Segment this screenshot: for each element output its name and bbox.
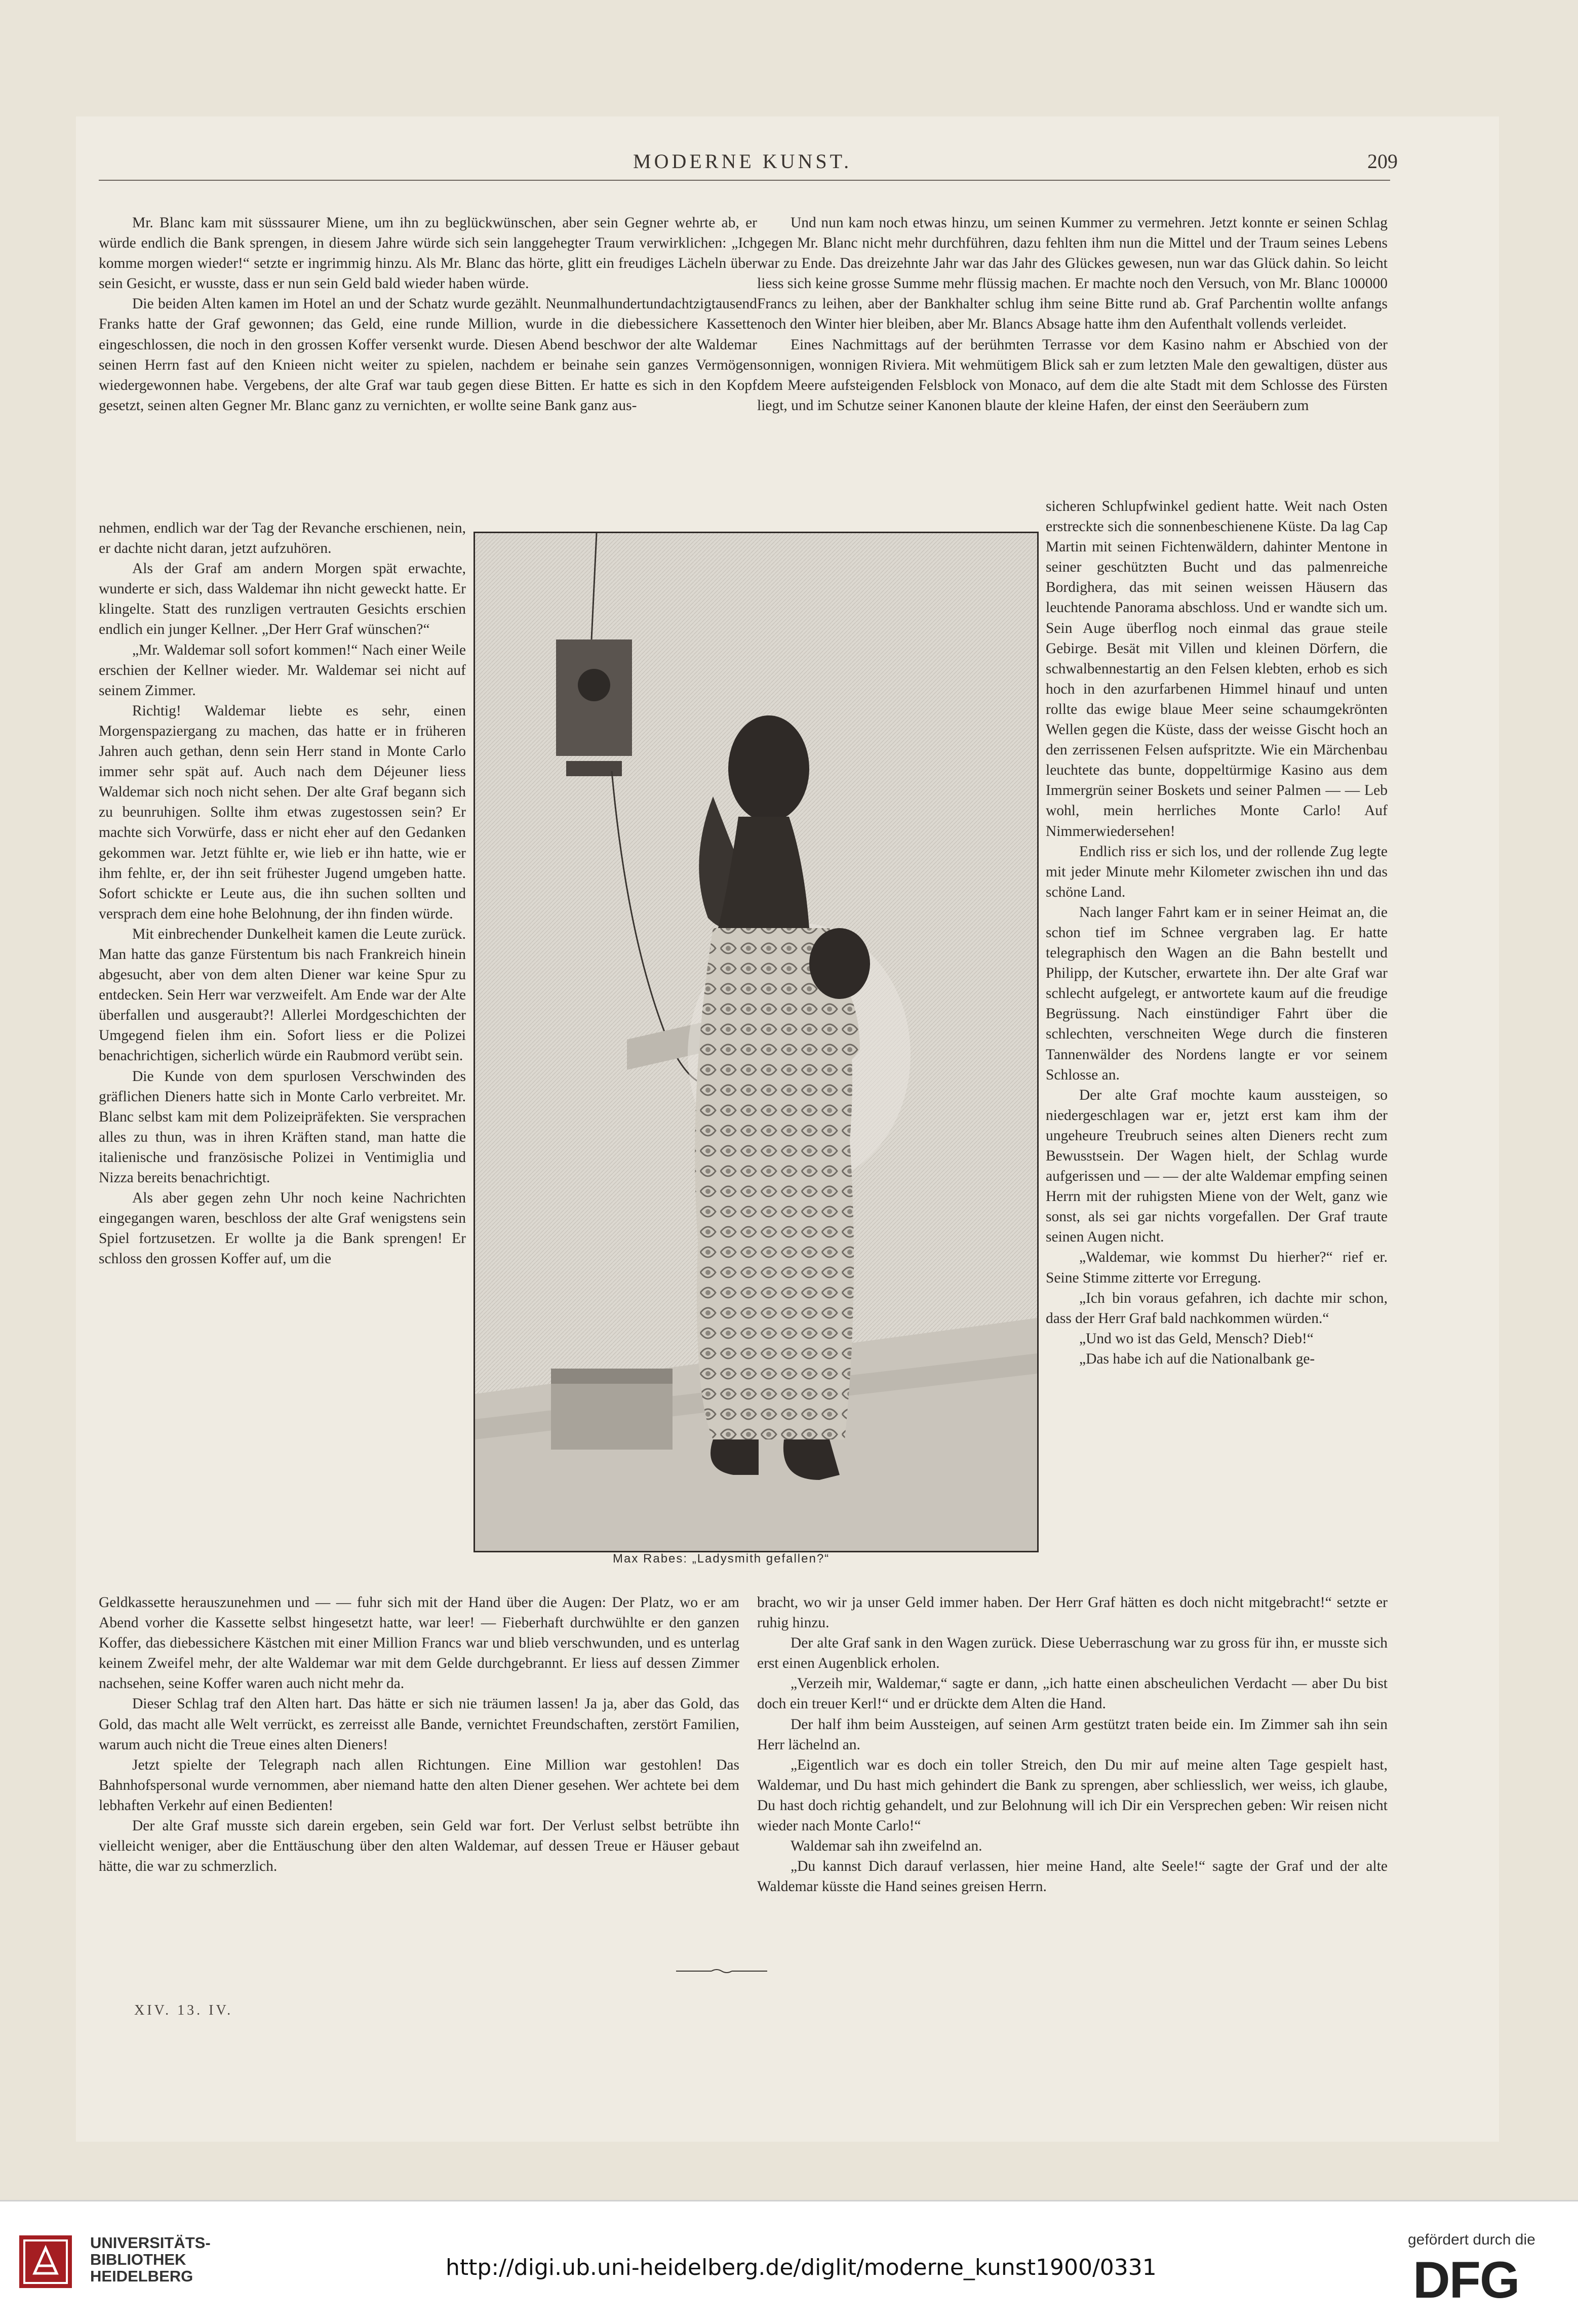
paragraph: Der half ihm beim Aussteigen, auf seinen Arm gestützt traten beide ein. Im Zimmer sah ihn sein Herr lächelnd an. [757,1716,1388,1753]
institution-line: HEIDELBERG [90,2267,193,2285]
paragraph: Nach langer Fahrt kam er in seiner Heimat an, die schon tief im Schnee vergraben lag. Er hatte telegraphisch den Wagen an die Bahn bestellt und Philipp, der Kutscher, erwartete ihn. Der alte Graf war schlecht aufgelegt, er antwortete kaum auf die freudige Begrüssung. Nach einstündiger Fahrt über die schlechten, verschneiten Wege durch die finsteren Tannenwälder des Nordens langte er vor seinem Schlosse an. [1046,904,1388,1083]
paragraph: Und nun kam noch etwas hinzu, um seinen Kummer zu vermehren. Jetzt konnte er seinen Schlag gegen Mr. Blanc nicht mehr durchführen, dazu fehlten ihm nun die Mittel und der Traum seines Lebens war zu Ende. Das dreizehnte Jahr war das Jahr des Glückes gewesen, nun war das Glück dahin. So leicht liess sich keine grosse Summe mehr flüssig machen. Er machte noch den Versuch, von Mr. Blanc 100000 Francs zu leihen, aber der Bankhalter schlug ihm seine Bitte rund ab. Graf Parchentin wollte anfangs noch den Winter hier bleiben, aber Mr. Blancs Absage hatte ihm den Aufenthalt vollends verleidet. [757,215,1388,333]
paragraph: Als der Graf am andern Morgen spät erwachte, wunderte er sich, dass Waldemar ihn nicht geweckt hatte. Er klingelte. Statt des runzligen vertrauten Gesichts erschien endlich ein junger Kellner. „Der Herr Graf wünschen?“ [99,560,466,638]
paragraph: Der alte Graf mochte kaum aussteigen, so niedergeschlagen war er, jetzt erst kam ihm der ungeheure Treubruch seines alten Dieners recht zum Bewusstsein. Der Wagen hielt, der Schlag wurde aufgerissen und — — der alte Waldemar empfing seinen Herrn mit der ruhigsten Miene von der Welt, ganz wie sonst, als sei gar nichts vorgefallen. Der Graf traute seinen Augen nicht. [1046,1087,1388,1246]
paragraph: Jetzt spielte der Telegraph nach allen Richtungen. Eine Million war gestohlen! Das Bahnhofspersonal wurde vernommen, aber niemand hatte den alten Diener gesehen. Wer achtete bei dem lebhaften Verkehr auf einen Bedienten! [99,1756,739,1814]
header-rule [99,180,1390,181]
footer-divider [0,2200,1578,2201]
text-column-left-mid [99,518,466,1269]
dfg-logo: DFG [1413,2251,1519,2309]
end-flourish [676,1968,767,1974]
paragraph: „Waldemar, wie kommst Du hierher?“ rief er. Seine Stimme zitterte vor Erregung. [1046,1249,1388,1286]
paragraph: „Und wo ist das Geld, Mensch? Dieb!“ [1079,1330,1314,1347]
text-column-right-top [757,213,1388,416]
running-header: MODERNE KUNST. [633,150,852,173]
paragraph: „Eigentlich war es doch ein toller Streich, den Du mir auf meine alten Tage gespielt hast, Waldemar, und Du hast mich gehindert die Bank zu sprengen, aber schliesslich, wer weiss, ich glaube, Du hast doch richtig gehandelt, und zur Belohnung will ich Dir ein Versprechen geben: Wir reisen nicht wieder nach Monte Carlo!“ [757,1756,1388,1834]
paragraph: sicheren Schlupfwinkel gedient hatte. Weit nach Osten erstreckte sich die sonnenbeschienene Küste. Da lag Cap Martin mit seinen Fichtenwäldern, dahinter Mentone in seiner geschützten Bucht und das palmenreiche Bordighera, das mit seinen weissen Häusern das leuchtende Panorama abschloss. Und er wandte sich um. Sein Auge überflog noch einmal das graue steile Gebirge. Besät mit Villen und kleinen Dörfern, die schwalbennestartig an den Felsen klebten, erhob es sich hoch in den azurfarbenen Himmel hinauf und unten rollte das ewige blaue Meer seine schaumgekrönten Wellen gegen die Küste, dass der weisse Gischt hoch an den zerrissenen Felsen aufspritzte. Wie ein Märchenbau leuchtete das bunte, doppeltürmige Kasino aus dem Immergrün seiner Boskets und seiner Palmen — — Leb wohl, mein herrliches Monte Carlo! Auf Nimmerwiedersehen! [1046,498,1388,839]
paragraph: „Ich bin voraus gefahren, ich dachte mir schon, dass der Herr Graf bald nachkommen würden.“ [1046,1290,1388,1327]
paragraph: „Mr. Waldemar soll sofort kommen!“ Nach einer Weile erschien der Kellner wieder. Mr. Waldemar sei nicht auf seinem Zimmer. [99,642,466,699]
paragraph: Geldkassette herauszunehmen und — — fuhr sich mit der Hand über die Augen: Der Platz, wo er am Abend vorher die Kassette selbst hingesetzt hatte, war leer! — Fieberhaft durchwühlte er den ganzen Koffer, das diebessichere Kästchen mit einer Million Francs war und blieb verschwunden, und es unterlag keinem Zweifel mehr, der alte Waldemar war mit dem Gelde durchgebrannt. Er liess auf dessen Zimmer nachsehen, seine Koffer waren auch nicht mehr da. [99,1594,739,1692]
funding-note: gefördert durch die [1408,2231,1535,2248]
paragraph: Dieser Schlag traf den Alten hart. Das hätte er sich nie träumen lassen! Ja ja, aber das Gold, das Gold, das macht alle Welt verrückt, es zerreisst alle Bande, vernichtet Freundschaften, zerstört Familien, warum auch nicht die Treue eines alten Dieners! [99,1696,739,1753]
institution-line: UNIVERSITÄTS- [90,2234,211,2252]
paragraph: „Verzeih mir, Waldemar,“ sagte er dann, „ich hatte einen abscheulichen Verdacht — aber Du bist doch ein treuer Kerl!“ und er drückte dem Alten die Hand. [757,1675,1388,1712]
digitization-footer [0,2200,1578,2324]
illustration-caption: Max Rabes: „Ladysmith gefallen?“ [613,1552,830,1566]
paragraph: „Du kannst Dich darauf verlassen, hier meine Hand, alte Seele!“ sagte der Graf und der alte Waldemar küsste die Hand seines greisen Herrn. [757,1858,1388,1895]
page-number: 209 [1367,150,1398,173]
paragraph: Waldemar sah ihn zweifelnd an. [791,1838,982,1855]
university-seal-icon [19,2235,72,2288]
text-column-left-top [99,213,757,416]
printer-signature: XIV. 13. IV. [134,2002,233,2018]
paragraph: Als aber gegen zehn Uhr noch keine Nachrichten eingegangen waren, beschloss der alte Graf wenigstens sein Spiel fortzusetzen. Er wollte ja die Bank sprengen! Er schloss den grossen Koffer auf, um die [99,1190,466,1267]
institution-line: BIBLIOTHEK [90,2251,186,2268]
paragraph: Eines Nachmittags auf der berühmten Terrasse vor dem Kasino nahm er Abschied von der sonnigen, wonnigen Riviera. Mit wehmütigem Blick sah er zum letzten Male den gewaltigen, düster aus dem Meere aufsteigenden Felsblock von Monaco, auf dem die alte Stadt mit dem Schlosse des Fürsten liegt, und im Schutze seiner Kanonen blaute der kleine Hafen, der einst den Seeräubern zum [757,336,1388,414]
text-column-right-bottom [757,1592,1388,1897]
paragraph: bracht, wo wir ja unser Geld immer haben. Der Herr Graf hätten es doch nicht mitgebracht!“ setzte er ruhig hinzu. [757,1594,1388,1631]
paragraph: Der alte Graf musste sich darein ergeben, sein Geld war fort. Der Verlust selbst betrübte ihn vielleicht weniger, aber die Enttäuschung über den alten Waldemar, auf dessen Treue er Häuser gebaut hätte, die war zu schmerzlich. [99,1818,739,1875]
text-column-right-mid [1046,496,1388,1369]
paragraph: nehmen, endlich war der Tag der Revanche erschienen, nein, er dachte nicht daran, jetzt aufzuhören. [99,520,466,557]
paragraph: Richtig! Waldemar liebte es sehr, einen Morgenspaziergang zu machen, das hatte er in früheren Jahren auch gethan, denn sein Herr stand in Monte Carlo immer sehr spät auf. Auch nach dem Déjeuner liess Waldemar sich noch nicht sehen. Der alte Graf begann sich zu beunruhigen. Sollte ihm etwas zugestossen sein? Er machte sich Vorwürfe, dass er nicht eher auf den Gedanken gekommen war. Jetzt fühlte er, wie lieb er ihn hatte, wie er ihm fehlte, er, der ihn seit frühester Jugend umgeben hatte. Sofort schickte er Leute aus, die ihn suchen sollten und versprach dem eine hohe Belohnung, der ihn finden würde. [99,702,466,922]
paragraph: Der alte Graf sank in den Wagen zurück. Diese Ueberraschung war zu gross für ihn, er musste sich erst einen Augenblick erholen. [757,1635,1388,1672]
paragraph: „Das habe ich auf die Nationalbank ge- [1079,1350,1315,1367]
text-column-left-bottom [99,1592,739,1876]
permalink-url[interactable]: http://digi.ub.uni-heidelberg.de/diglit/moderne_kunst1900/0331 [446,2255,1157,2280]
engraving-image [475,533,1037,1551]
paragraph: Die Kunde von dem spurlosen Verschwinden des gräflichen Dieners hatte sich in Monte Carlo verbreitet. Mr. Blanc selbst kam mit dem Polizeipräfekten. Sie versprachen alles zu thun, was in ihren Kräften stand, man hatte die italienische und französische Polizei in Ventimiglia und Nizza bereits benachrichtigt. [99,1068,466,1186]
paragraph: Endlich riss er sich los, und der rollende Zug legte mit jeder Minute mehr Kilometer zwischen ihn und das schöne Land. [1046,843,1388,900]
paragraph: Mit einbrechender Dunkelheit kamen die Leute zurück. Man hatte das ganze Fürstentum bis nach Frankreich hinein abgesucht, aber von dem alten Diener war keine Spur zu entdecken. Sein Herr war verzweifelt. Am Ende war der Alte überfallen und ausgeraubt?! Allerlei Mordgeschichten der Umgegend fielen ihm ein. Sofort liess er die Polizei benachrichtigen, sicherlich würde ein Raubmord verübt sein. [99,926,466,1064]
illustration-woman-telephone [474,532,1039,1552]
paragraph: Die beiden Alten kamen im Hotel an und der Schatz wurde gezählt. Neunmalhundertundachtzigtausend Franks hatte der Graf gewonnen; das Geld, eine runde Million, wurde in die diebessichere Kassette eingeschlossen, die noch in den grossen Koffer versenkt wurde. Diesen Abend beschwor der alte Waldemar seinen Herrn fast auf den Knieen nicht weiter zu spielen, nachdem er beinahe sein ganzes Vermögen wiedergewonnen habe. Vergebens, der alte Graf war taub gegen diese Bitten. Er hatte es sich in den Kopf gesetzt, seinen alten Gegner Mr. Blanc ganz zu vernichten, er wollte seine Bank ganz aus- [99,296,757,414]
paragraph: Mr. Blanc kam mit süsssaurer Miene, um ihn zu beglückwünschen, aber sein Gegner wehrte ab, er würde endlich die Bank sprengen, in diesem Jahre würde sich sein langgehegter Traum verwirklichen: „Ich komme morgen wieder!“ setzte er ingrimmig hinzu. Als Mr. Blanc das hörte, glitt ein freudiges Lächeln über sein Gesicht, er wusste, dass er nun sein Geld bald wieder haben würde. [99,215,757,292]
university-library-name [90,2234,211,2285]
